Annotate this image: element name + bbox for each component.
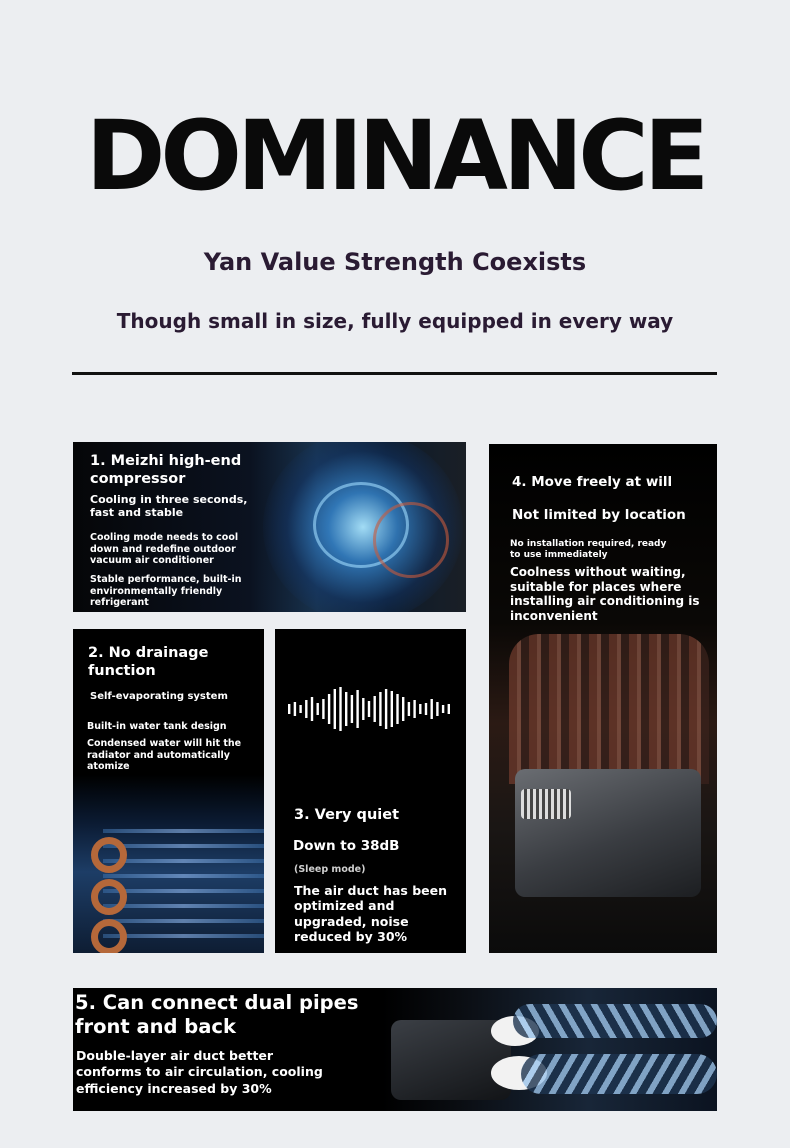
wave-bar	[351, 695, 353, 723]
sound-wave-icon	[275, 669, 466, 749]
wave-bar	[339, 687, 341, 731]
wave-bar	[436, 702, 438, 716]
drainage-line2: Built-in water tank design	[87, 721, 227, 732]
wave-bar	[425, 703, 427, 715]
wave-bar	[305, 700, 307, 718]
subtitle: Yan Value Strength Coexists	[203, 248, 587, 276]
quiet-title: 3. Very quiet	[294, 807, 399, 823]
wave-bar	[419, 704, 421, 714]
drainage-line3: Condensed water will hit the radiator and automatically atomize	[87, 738, 242, 773]
quiet-panel	[275, 629, 466, 953]
tagline: Though small in size, fully equipped in every way	[116, 309, 674, 333]
quiet-description: The air duct has been optimized and upgraded, noise reduced by 30%	[294, 883, 448, 944]
drainage-panel	[73, 629, 264, 953]
move-title: 4. Move freely at will	[512, 474, 673, 490]
person-carrying-image	[509, 634, 709, 784]
radiator-image	[73, 799, 264, 953]
dual-pipes-panel	[73, 988, 717, 1111]
wave-bar	[328, 694, 330, 724]
pipes-title: 5. Can connect dual pipes front and back	[75, 991, 359, 1039]
wave-bar	[385, 689, 387, 729]
wave-bar	[442, 705, 444, 713]
wave-bar	[368, 701, 370, 717]
drainage-title: 2. No drainage function	[88, 645, 209, 679]
compressor-line1: Cooling in three seconds, fast and stable	[90, 493, 248, 520]
quiet-level: Down to 38dB	[293, 838, 400, 854]
wave-bar	[317, 703, 319, 715]
divider	[72, 372, 717, 375]
page-title: DOMINANCE	[85, 100, 705, 212]
wave-bar	[356, 690, 358, 728]
pipes-description: Double-layer air duct better conforms to air circulation, cooling efficiency increased by 30%	[76, 1048, 323, 1096]
wave-bar	[288, 704, 290, 714]
wave-bar	[374, 696, 376, 722]
wave-bar	[396, 694, 398, 724]
wave-bar	[408, 702, 410, 716]
drainage-line1: Self-evaporating system	[90, 691, 228, 702]
wave-bar	[402, 697, 404, 721]
wave-bar	[379, 692, 381, 726]
compressor-line3: Stable performance, built-in environmentally friendly refrigerant	[90, 574, 242, 609]
wave-bar	[448, 704, 450, 714]
wave-bar	[299, 705, 301, 713]
move-subtitle: Not limited by location	[512, 507, 686, 523]
wave-bar	[362, 698, 364, 720]
wave-bar	[334, 689, 336, 729]
wave-bar	[413, 700, 415, 718]
move-line3: Coolness without waiting, suitable for places where installing air conditioning is inconvenient	[510, 565, 700, 623]
wave-bar	[431, 699, 433, 719]
wave-bar	[294, 702, 296, 716]
wave-bar	[345, 692, 347, 726]
wave-bar	[311, 697, 313, 721]
wave-bar	[322, 699, 324, 719]
quiet-mode: (Sleep mode)	[294, 864, 366, 875]
compressor-line2: Cooling mode needs to cool down and redefine outdoor vacuum air conditioner	[90, 532, 239, 567]
compressor-title: 1. Meizhi high-end compressor	[90, 453, 242, 487]
wave-bar	[391, 691, 393, 727]
air-duct-image	[513, 1004, 717, 1038]
move-panel	[489, 444, 717, 953]
compressor-panel	[73, 442, 466, 612]
move-line2: No installation required, ready to use immediately	[510, 539, 667, 560]
